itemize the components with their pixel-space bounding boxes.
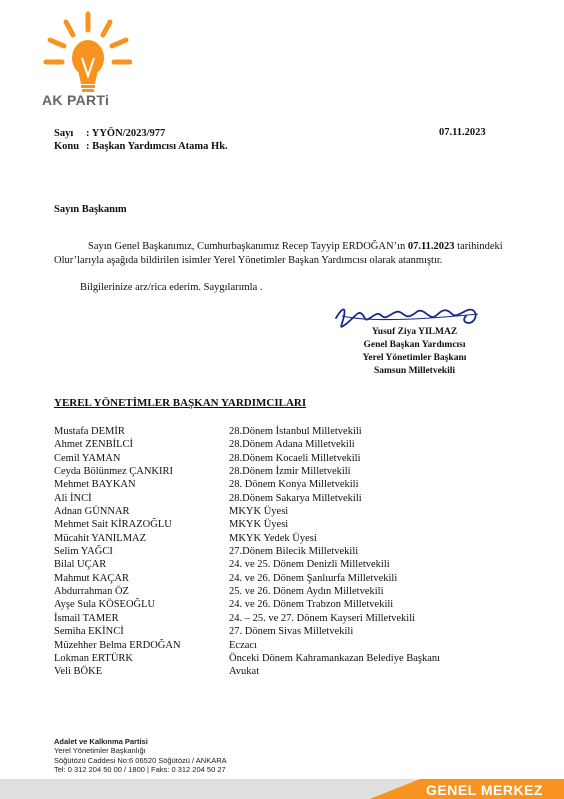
appointee-name: Mücahit YANILMAZ — [54, 532, 147, 544]
list-item — [54, 438, 440, 451]
list-item — [54, 478, 440, 491]
footer-street: Söğütözü Caddesi No:6 06520 Söğütözü / ANKARA — [54, 755, 227, 765]
brand-name: AK PARTi — [42, 92, 110, 108]
appointee-list — [54, 425, 440, 679]
konu-label: Konu — [54, 141, 80, 152]
list-item — [54, 465, 440, 478]
list-title: YEREL YÖNETİMLER BAŞKAN YARDIMCILARI — [54, 397, 307, 409]
appointee-name: Ahmet ZENBİLCİ — [54, 439, 134, 451]
appointee-role: 24. ve 26. Dönem Trabzon Milletvekili — [229, 599, 394, 611]
list-item — [54, 598, 440, 611]
appointee-name: Mehmet BAYKAN — [54, 479, 136, 491]
appointee-name: İsmail TAMER — [54, 612, 119, 624]
appointee-name: Mustafa DEMİR — [54, 426, 125, 437]
salutation: Sayın Başkanım — [54, 204, 127, 215]
list-item — [54, 545, 440, 558]
appointee-role: 24. – 25. ve 27. Dönem Kayseri Milletvekili — [229, 612, 416, 624]
footer-address — [54, 737, 227, 774]
signer-name: Yusuf Ziya YILMAZ — [371, 327, 458, 337]
konu-value: : Başkan Yardımcısı Atama Hk. — [86, 141, 228, 152]
appointee-role: MKYK Üyesi — [229, 506, 289, 518]
para1-text-a: Sayın Genel Başkanımız, Cumhurbaşkanımız Recep Tayyip ERDOĞAN’ın — [88, 241, 408, 252]
appointee-name: Ayşe Sula KÖSEOĞLU — [54, 599, 156, 611]
appointee-role: 28.Dönem İzmir Milletvekili — [229, 466, 351, 478]
list-item — [54, 505, 440, 518]
appointee-role: 27.Dönem Bilecik Milletvekili — [229, 546, 359, 558]
appointee-name: Ali İNCİ — [54, 492, 92, 504]
appointee-role: Avukat — [229, 666, 260, 678]
appointee-role: 28.Dönem Sakarya Milletvekili — [229, 492, 362, 504]
appointee-role: MKYK Üyesi — [229, 519, 289, 531]
appointee-role: 28.Dönem Adana Milletvekili — [229, 439, 355, 451]
list-item — [54, 639, 440, 652]
appointee-role: 28.Dönem İstanbul Milletvekili — [229, 426, 362, 437]
appointee-role: 27. Dönem Sivas Milletvekili — [229, 626, 354, 638]
appointee-role: 24. ve 26. Dönem Şanlıurfa Milletvekili — [229, 572, 398, 584]
footer-party: Adalet ve Kalkınma Partisi — [54, 737, 148, 746]
list-item — [54, 558, 440, 571]
list-item — [54, 585, 440, 598]
appointee-name: Cemil YAMAN — [54, 452, 121, 464]
list-item — [54, 572, 440, 585]
letter-date: 07.11.2023 — [439, 127, 486, 138]
list-item — [54, 625, 440, 638]
body-paragraph-2: Bilgilerinize arz/rica ederim. Saygılarımla . — [80, 282, 263, 293]
appointee-name: Veli BÖKE — [54, 666, 103, 678]
appointee-name: Müzehher Belma ERDOĞAN — [54, 639, 181, 651]
ref-konu — [54, 140, 228, 153]
appointee-name: Abdurrahman ÖZ — [54, 586, 129, 598]
list-item — [54, 652, 440, 665]
appointee-name: Selim YAĞCI — [54, 546, 113, 558]
appointee-role: 24. ve 25. Dönem Denizli Milletvekili — [229, 559, 390, 571]
sayi-label: Sayı — [54, 128, 74, 139]
para1-date: 07.11.2023 — [407, 241, 455, 252]
list-item — [54, 612, 440, 625]
signer-block — [327, 326, 502, 378]
footer-phone: Tel: 0 312 204 50 00 / 1800 | Faks: 0 312 204 50 27 — [54, 764, 226, 774]
list-item — [54, 665, 440, 678]
appointee-role: 28.Dönem Kocaeli Milletvekili — [229, 452, 361, 464]
appointee-name: Semiha EKİNCİ — [54, 626, 124, 638]
list-item — [54, 425, 440, 438]
appointee-role: Önceki Dönem Kahramankazan Belediye Başkanı — [229, 652, 441, 664]
list-item — [54, 518, 440, 531]
sayi-value: : YYÖN/2023/977 — [86, 128, 166, 139]
appointee-name: Mahmut KAÇAR — [54, 572, 129, 584]
list-item — [54, 532, 440, 545]
appointee-name: Bilal UÇAR — [54, 559, 107, 571]
ref-sayi — [54, 127, 165, 140]
appointee-name: Lokman ERTÜRK — [54, 652, 133, 664]
bottom-bar-gray — [0, 779, 420, 799]
appointee-name: Ceyda Bölünmez ÇANKIRI — [54, 466, 173, 478]
signer-title-1: Genel Başkan Yardımcısı — [363, 340, 466, 350]
genel-merkez-label: GENEL MERKEZ — [426, 782, 543, 798]
body-paragraph-1 — [54, 240, 504, 267]
appointee-name: Mehmet Sait KİRAZOĞLU — [54, 519, 172, 531]
appointee-name: Adnan GÜNNAR — [54, 506, 130, 518]
list-item — [54, 492, 440, 505]
list-item — [54, 452, 440, 465]
footer-dept: Yerel Yönetimler Başkanlığı — [54, 746, 146, 756]
signer-title-3: Samsun Milletvekili — [373, 366, 456, 376]
para1-text-b: tarihindeki Olur’larıyla aşağıda bildirilen isimler Yerel Yönetimler Başkan Yardımcısı olarak atanmıştır. — [54, 241, 503, 266]
appointee-role: Eczacı — [229, 639, 257, 651]
appointee-role: 28. Dönem Konya Milletvekili — [229, 479, 359, 491]
appointee-role: 25. ve 26. Dönem Aydın Milletvekili — [229, 586, 384, 598]
appointee-role: MKYK Yedek Üyesi — [229, 532, 317, 544]
signer-title-2: Yerel Yönetimler Başkanı — [362, 353, 467, 363]
